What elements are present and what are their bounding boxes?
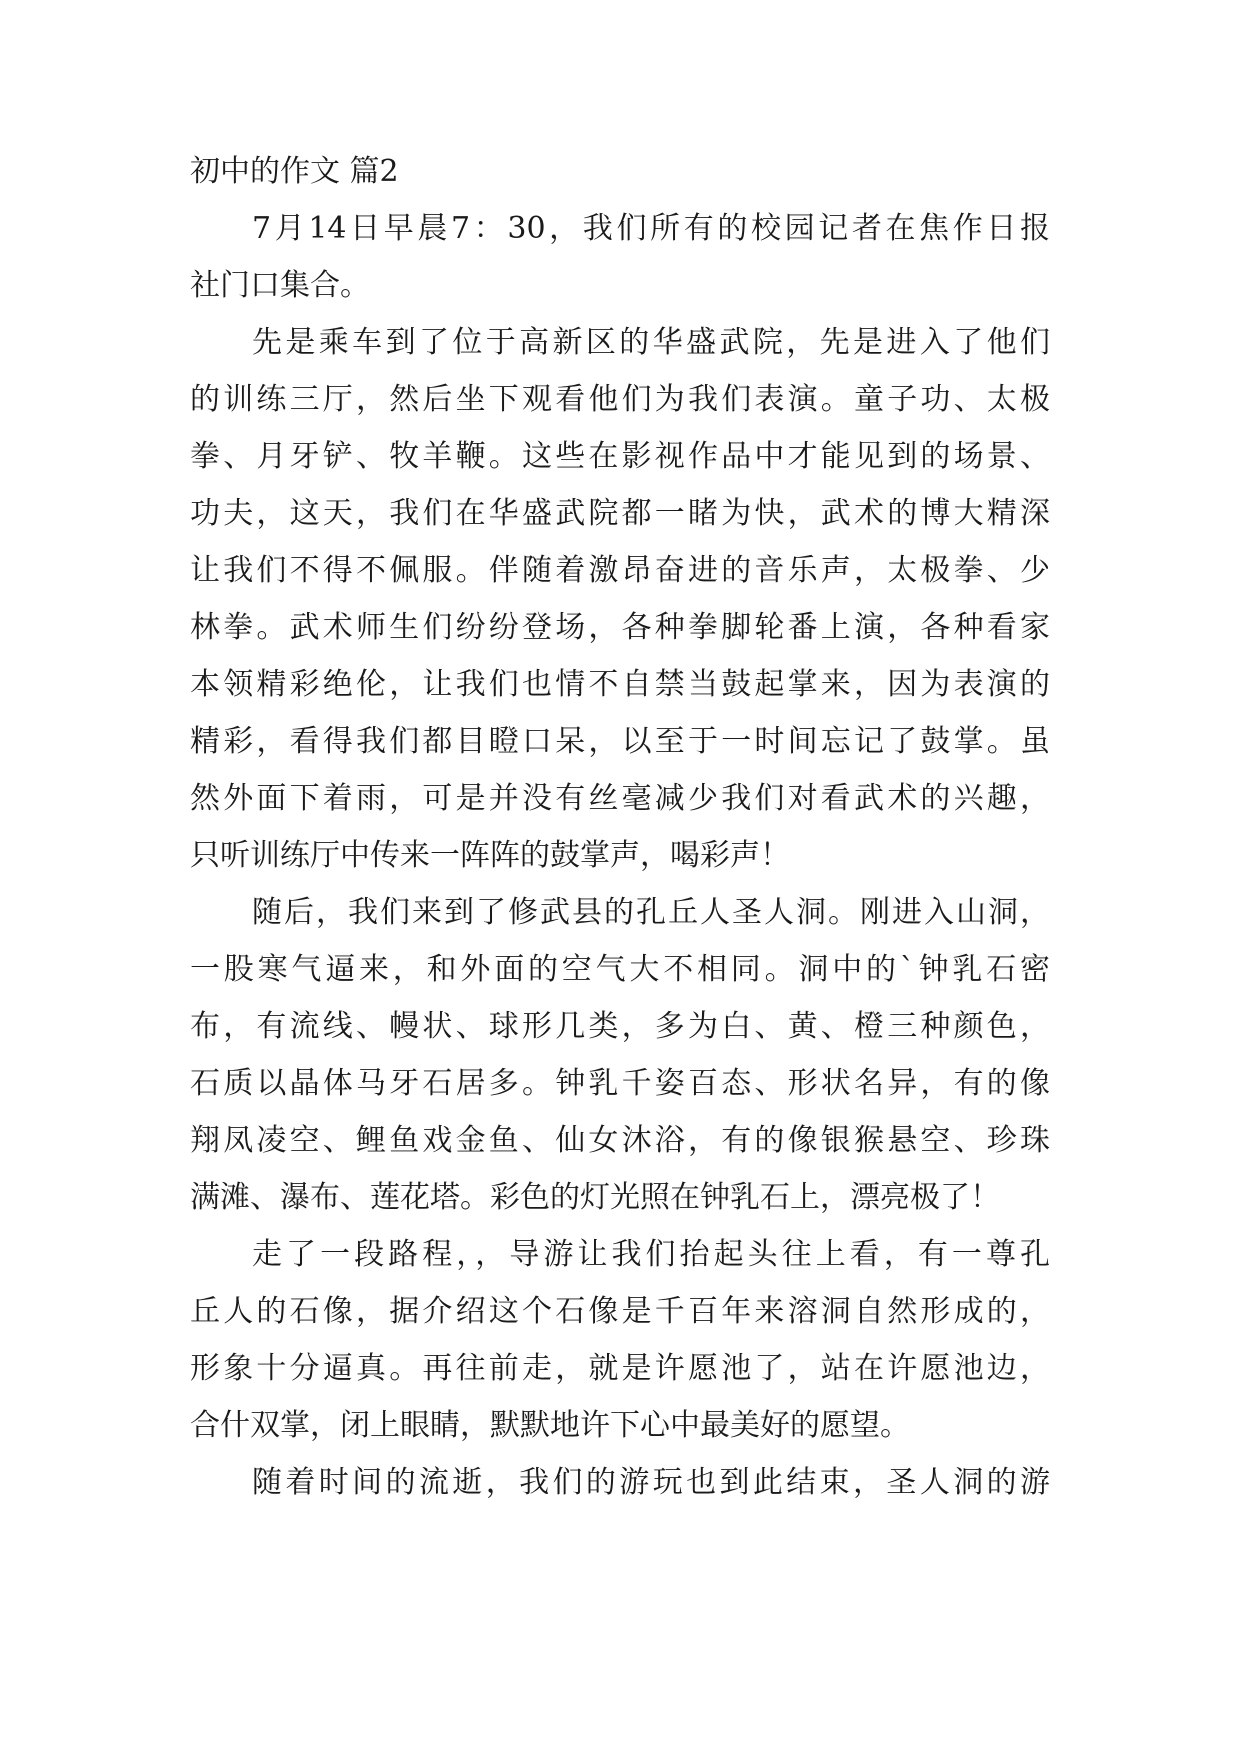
paragraph-3-line-2: 一股寒气逼来，和外面的空气大不相同。洞中的`钟乳石密	[190, 952, 1050, 987]
paragraph-2-line-8: 精彩，看得我们都目瞪口呆，以至于一时间忘记了鼓掌。虽	[190, 724, 1050, 759]
paragraph-3-line-1: 随后，我们来到了修武县的孔丘人圣人洞。刚进入山洞，	[252, 895, 1050, 930]
paragraph-3-line-6: 满滩、瀑布、莲花塔。彩色的灯光照在钟乳石上，漂亮极了！	[190, 1180, 1000, 1215]
paragraph-2-line-2: 的训练三厅，然后坐下观看他们为我们表演。童子功、太极	[190, 382, 1050, 417]
paragraph-2-line-3: 拳、月牙铲、牧羊鞭。这些在影视作品中才能见到的场景、	[190, 439, 1050, 474]
paragraph-2-line-9: 然外面下着雨，可是并没有丝毫减少我们对看武术的兴趣，	[190, 781, 1050, 816]
paragraph-2-line-6: 林拳。武术师生们纷纷登场，各种拳脚轮番上演，各种看家	[190, 610, 1050, 645]
document-title: 初中的作文 篇2	[190, 154, 399, 189]
paragraph-2-line-1: 先是乘车到了位于高新区的华盛武院，先是进入了他们	[252, 325, 1050, 360]
paragraph-3-line-3: 布，有流线、幔状、球形几类，多为白、黄、橙三种颜色，	[190, 1009, 1050, 1044]
paragraph-2-line-5: 让我们不得不佩服。伴随着激昂奋进的音乐声，太极拳、少	[190, 553, 1050, 588]
paragraph-2-line-4: 功夫，这天，我们在华盛武院都一睹为快，武术的博大精深	[190, 496, 1050, 531]
paragraph-5-line-1: 随着时间的流逝，我们的游玩也到此结束，圣人洞的游	[252, 1465, 1050, 1500]
paragraph-4-line-2: 丘人的石像，据介绍这个石像是千百年来溶洞自然形成的，	[190, 1294, 1050, 1329]
paragraph-2-line-10: 只听训练厅中传来一阵阵的鼓掌声，喝彩声！	[190, 838, 790, 873]
paragraph-4-line-4: 合什双掌，闭上眼睛，默默地许下心中最美好的愿望。	[190, 1408, 910, 1443]
paragraph-4-line-3: 形象十分逼真。再往前走，就是许愿池了，站在许愿池边，	[190, 1351, 1050, 1386]
paragraph-1-line-2: 社门口集合。	[190, 268, 370, 303]
paragraph-1-line-1: 7月14日早晨7：30，我们所有的校园记者在焦作日报	[252, 211, 1050, 246]
paragraph-4-line-1: 走了一段路程，，导游让我们抬起头往上看，有一尊孔	[252, 1237, 1050, 1272]
paragraph-2-line-7: 本领精彩绝伦，让我们也情不自禁当鼓起掌来，因为表演的	[190, 667, 1050, 702]
paragraph-3-line-4: 石质以晶体马牙石居多。钟乳千姿百态、形状名异，有的像	[190, 1066, 1050, 1101]
paragraph-3-line-5: 翔凤凌空、鲤鱼戏金鱼、仙女沐浴，有的像银猴悬空、珍珠	[190, 1123, 1050, 1158]
